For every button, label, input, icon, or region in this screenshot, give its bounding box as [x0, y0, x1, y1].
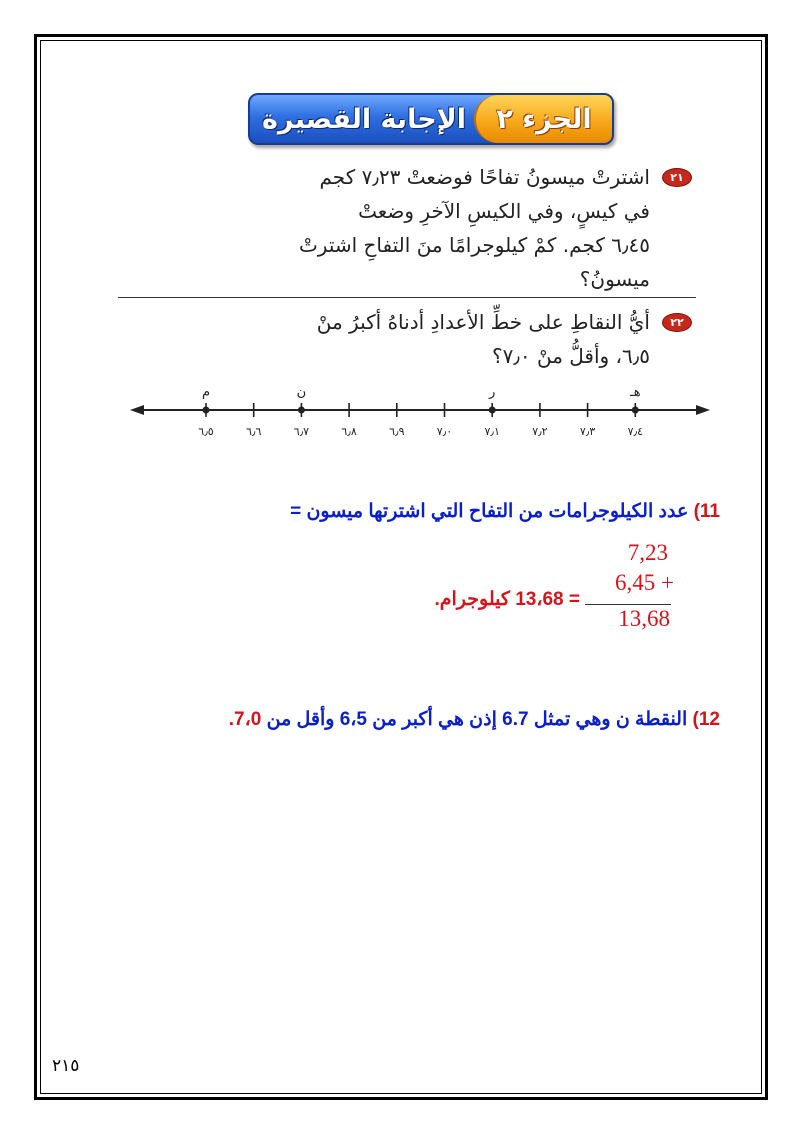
question-22-line: ٦٫٥، وأقلُّ منْ ٧٫٠؟ — [492, 344, 650, 368]
number-line-point-label: ر — [489, 385, 496, 400]
number-line-tick-label: ٧٫١ — [484, 425, 500, 438]
number-line-point — [298, 407, 305, 414]
section-banner — [248, 93, 614, 145]
number-line-tick-label: ٧٫٣ — [579, 425, 596, 438]
answer-11-number: 11) — [693, 501, 720, 522]
result-value: 13،68 كيلوجرام. — [434, 589, 564, 610]
answer-12-text: النقطة ن وهي تمثل 6.7 إذن هي أكبر من 6،5 وأقل من — [266, 709, 688, 730]
question-22-line: أيُّ النقاطِ على خطِّ الأعدادِ أدناهُ أكبرُ منْ — [316, 310, 650, 334]
number-line-point-label: ن — [296, 385, 307, 400]
section-label: الجزء ٢ — [474, 95, 612, 143]
addend-1: 7,23 — [627, 540, 668, 565]
number-line — [130, 380, 710, 450]
sum-value: 13,68 — [618, 606, 670, 631]
number-line-point-label: م — [201, 385, 211, 400]
question-21-line: ٦٫٤٥ كجم. كمْ كيلوجرامًا منَ التفاحِ اشترتْ — [298, 233, 650, 257]
number-line-tick-label: ٧٫٢ — [532, 425, 548, 438]
question-21-line: اشترتْ ميسونُ تفاحًا فوضعتْ ٧٫٢٣ كجم — [319, 165, 650, 189]
question-22 — [200, 305, 650, 373]
question-21-line: في كيسٍ، وفي الكيسِ الآخرِ وضعتْ — [358, 199, 650, 223]
number-line-point — [203, 407, 210, 414]
answer-11-result — [390, 588, 580, 611]
question-21 — [120, 160, 650, 296]
answer-12 — [150, 708, 720, 731]
answer-12-number: 12) — [692, 709, 720, 730]
answer-12-end: 7،0. — [228, 709, 262, 730]
number-line-tick-label: ٦٫٩ — [389, 425, 405, 438]
section-title: الإجابة القصيرة — [261, 103, 467, 135]
number-line-tick-label: ٦٫٥ — [198, 425, 214, 438]
question-21-badge: ٢١ — [662, 168, 692, 187]
addend-2: 6,45 + — [615, 570, 674, 595]
number-line-tick-label: ٧٫٠ — [436, 425, 453, 438]
number-line-tick-label: ٦٫٧ — [293, 425, 310, 438]
answer-11-text: عدد الكيلوجرامات من التفاح التي اشترتها ميسون = — [290, 501, 689, 522]
question-21-line: ميسونُ؟ — [579, 267, 650, 291]
number-line-ticks — [198, 403, 643, 438]
number-line-point — [489, 407, 496, 414]
right-arrow-icon — [696, 405, 710, 415]
equals-sign: = — [568, 589, 580, 610]
question-divider — [118, 297, 696, 298]
number-line-tick-label: ٦٫٦ — [246, 425, 262, 438]
question-22-badge: ٢٢ — [662, 313, 692, 332]
left-arrow-icon — [130, 405, 144, 415]
number-line-tick-label: ٦٫٨ — [341, 425, 357, 438]
sum-line — [585, 604, 671, 605]
number-line-tick-label: ٧٫٤ — [627, 425, 643, 438]
page-number: ٢١٥ — [52, 1056, 80, 1076]
number-line-point-label: هـ — [629, 385, 641, 400]
answer-11 — [200, 500, 720, 523]
number-line-point — [632, 407, 639, 414]
